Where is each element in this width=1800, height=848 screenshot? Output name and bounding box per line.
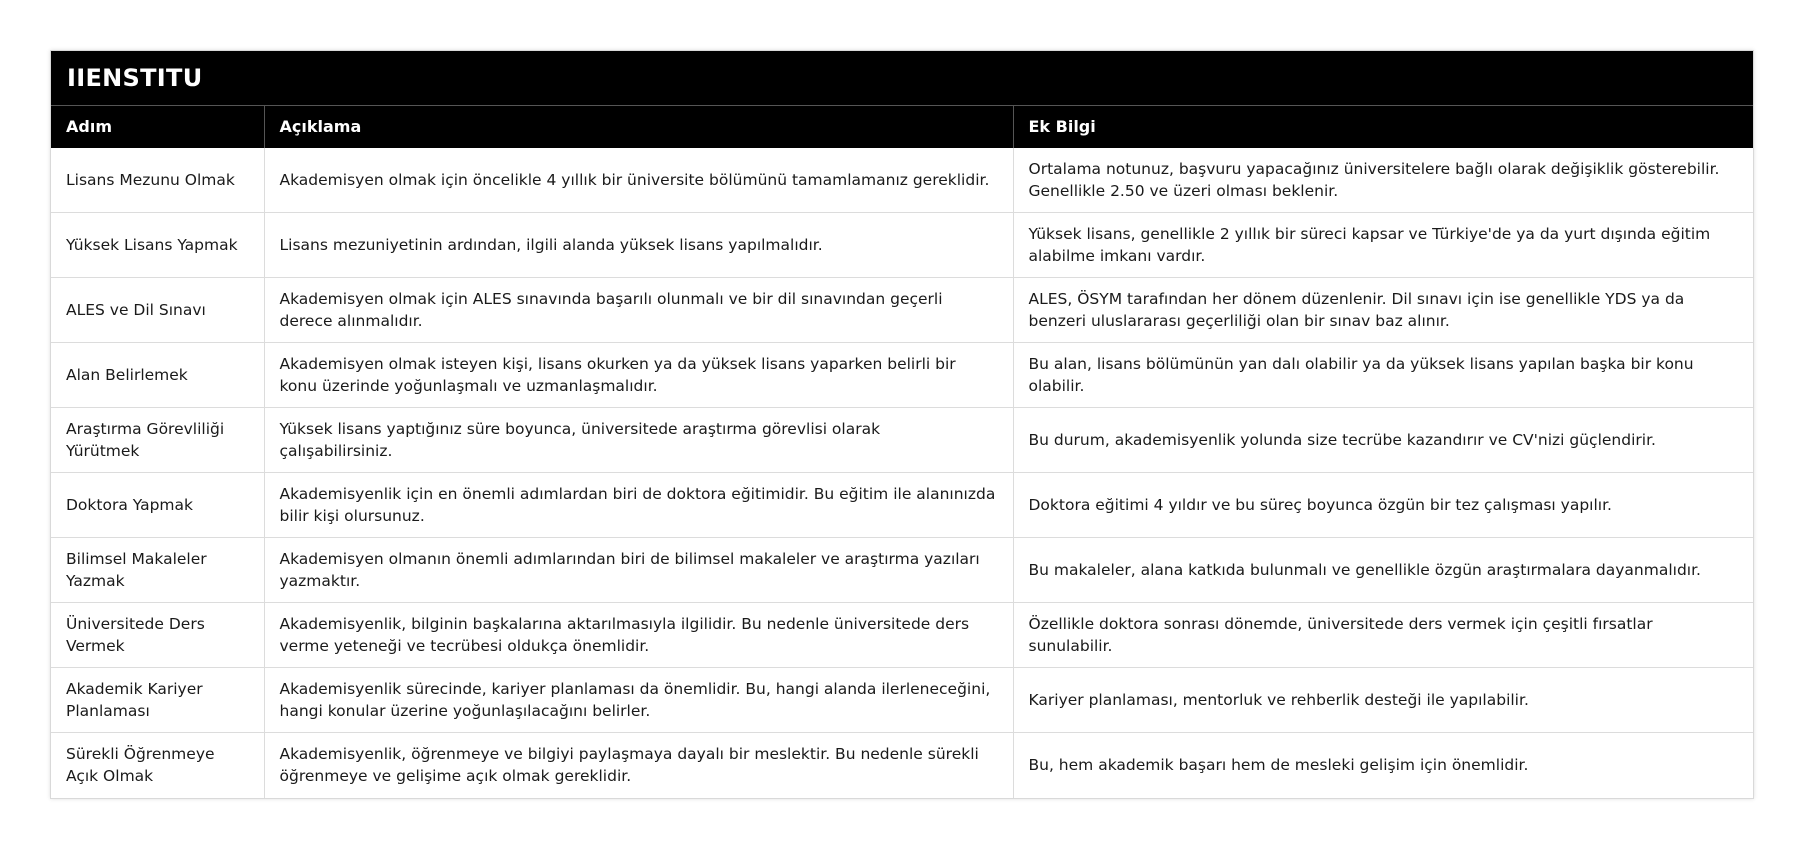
cell-step: Yüksek Lisans Yapmak [51, 213, 264, 278]
cell-step: Akademik Kariyer Planlaması [51, 668, 264, 733]
cell-description: Akademisyenlik, bilginin başkalarına aktarılmasıyla ilgilidir. Bu nedenle üniversitede ders verme yeteneği ve tecrübesi oldukça önemlidir. [264, 603, 1013, 668]
cell-extra-info: ALES, ÖSYM tarafından her dönem düzenlenir. Dil sınavı için ise genellikle YDS ya da benzeri uluslararası geçerliliği olan bir sınav baz alınır. [1013, 278, 1753, 343]
cell-extra-info: Bu alan, lisans bölümünün yan dalı olabilir ya da yüksek lisans yapılan başka bir konu olabilir. [1013, 343, 1753, 408]
table-row [51, 473, 1753, 538]
cell-extra-info: Bu makaleler, alana katkıda bulunmalı ve genellikle özgün araştırmalara dayanmalıdır. [1013, 538, 1753, 603]
cell-description: Akademisyen olmak için öncelikle 4 yıllık bir üniversite bölümünü tamamlamanız gereklidir. [264, 148, 1013, 213]
cell-step: Alan Belirlemek [51, 343, 264, 408]
cell-step: Bilimsel Makaleler Yazmak [51, 538, 264, 603]
table-row [51, 278, 1753, 343]
cell-step: Üniversitede Ders Vermek [51, 603, 264, 668]
table-title: IIENSTITU [51, 51, 1753, 105]
cell-extra-info: Doktora eğitimi 4 yıldır ve bu süreç boyunca özgün bir tez çalışması yapılır. [1013, 473, 1753, 538]
table-row [51, 408, 1753, 473]
cell-description: Akademisyenlik sürecinde, kariyer planlaması da önemlidir. Bu, hangi alanda ilerleneceğini, hangi konular üzerine yoğunlaşılacağını belirler. [264, 668, 1013, 733]
cell-extra-info: Kariyer planlaması, mentorluk ve rehberlik desteği ile yapılabilir. [1013, 668, 1753, 733]
cell-description: Akademisyen olmak isteyen kişi, lisans okurken ya da yüksek lisans yaparken belirli bir konu üzerinde yoğunlaşmalı ve uzmanlaşmalıdır. [264, 343, 1013, 408]
steps-table [51, 105, 1753, 798]
cell-step: Araştırma Görevliliği Yürütmek [51, 408, 264, 473]
cell-description: Lisans mezuniyetinin ardından, ilgili alanda yüksek lisans yapılmalıdır. [264, 213, 1013, 278]
steps-table-container [50, 50, 1754, 799]
cell-extra-info: Yüksek lisans, genellikle 2 yıllık bir süreci kapsar ve Türkiye'de ya da yurt dışında eğitim alabilme imkanı vardır. [1013, 213, 1753, 278]
header-description: Açıklama [264, 106, 1013, 148]
cell-extra-info: Ortalama notunuz, başvuru yapacağınız üniversitelere bağlı olarak değişiklik gösterebilir. Genellikle 2.50 ve üzeri olması beklenir. [1028, 159, 1720, 200]
header-step: Adım [51, 106, 264, 148]
table-row [51, 733, 1753, 798]
table-row [51, 668, 1753, 733]
cell-description: Akademisyen olmanın önemli adımlarından biri de bilimsel makaleler ve araştırma yazıları yazmaktır. [264, 538, 1013, 603]
table-row [51, 213, 1753, 278]
cell-description: Akademisyenlik, öğrenmeye ve bilgiyi paylaşmaya dayalı bir meslektir. Bu nedenle sürekli öğrenmeye ve gelişime açık olmak gereklidir. [264, 733, 1013, 798]
cell-step: Doktora Yapmak [51, 473, 264, 538]
cell-extra-info: Özellikle doktora sonrası dönemde, üniversitede ders vermek için çeşitli fırsatlar sunulabilir. [1013, 603, 1753, 668]
cell-description: Akademisyenlik için en önemli adımlardan biri de doktora eğitimidir. Bu eğitim ile alanınızda bilir kişi olursunuz. [264, 473, 1013, 538]
table-row [51, 603, 1753, 668]
header-extra-info: Ek Bilgi [1013, 106, 1753, 148]
cell-step: Lisans Mezunu Olmak [51, 148, 264, 213]
cell-step: Sürekli Öğrenmeye Açık Olmak [51, 733, 264, 798]
cell-extra-info: Bu durum, akademisyenlik yolunda size tecrübe kazandırır ve CV'nizi güçlendirir. [1013, 408, 1753, 473]
table-row [51, 148, 1753, 213]
header-row [51, 106, 1753, 148]
table-row [51, 343, 1753, 408]
cell-step: ALES ve Dil Sınavı [51, 278, 264, 343]
table-body [51, 148, 1753, 798]
cell-description: Akademisyen olmak için ALES sınavında başarılı olunmalı ve bir dil sınavından geçerli derece alınmalıdır. [264, 278, 1013, 343]
cell-description: Yüksek lisans yaptığınız süre boyunca, üniversitede araştırma görevlisi olarak çalışabilirsiniz. [264, 408, 1013, 473]
cell-extra-info: Bu, hem akademik başarı hem de mesleki gelişim için önemlidir. [1013, 733, 1753, 798]
table-row [51, 538, 1753, 603]
